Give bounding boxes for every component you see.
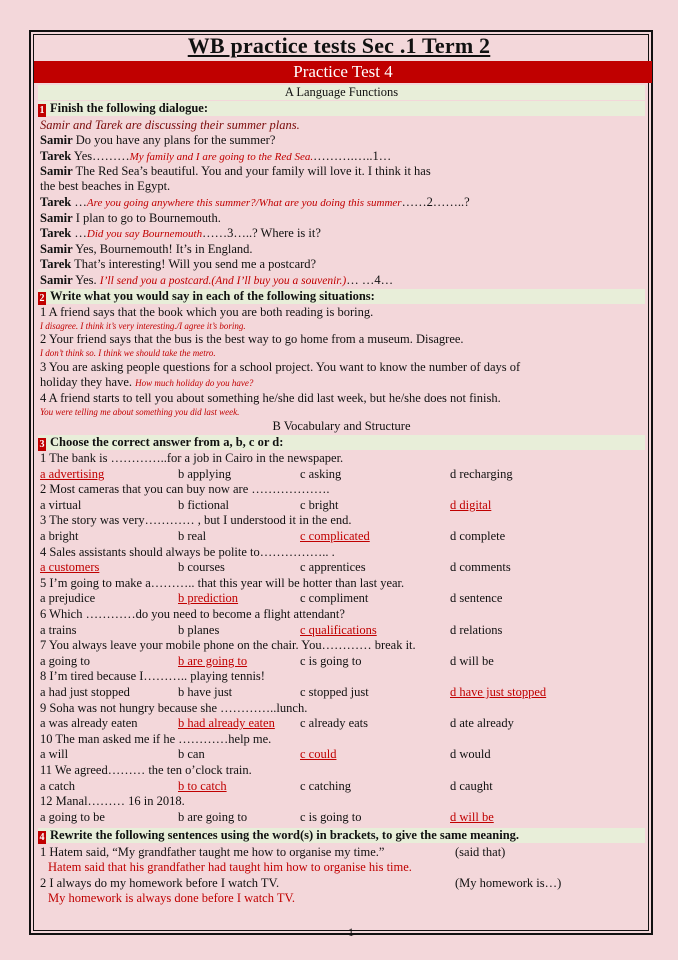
rewrite-answer: My homework is always done before I watch TV. — [48, 891, 296, 905]
speaker: Tarek — [40, 195, 72, 209]
mcq-option: d comments — [450, 560, 511, 575]
mcq-option: b planes — [178, 622, 220, 637]
mcq-option: a going to be — [40, 809, 105, 824]
mcq-question: 5 I’m going to make a……….. that this year will be hotter than last year. — [40, 575, 405, 590]
answer-text: My family and I are going to the Red Sea. — [129, 151, 314, 163]
line-text: Yes……… — [71, 149, 130, 163]
speaker: Tarek — [40, 226, 72, 240]
q2-heading-text: Write what you would say in each of the following situations: — [50, 289, 375, 303]
mcq-option: d recharging — [450, 466, 513, 481]
rewrite-answer: Hatem said that his grandfather had taught him how to organise his time. — [48, 860, 412, 874]
title-text: WB practice tests Sec .1 Term 2 — [187, 33, 491, 58]
practice-test-banner: Practice Test 4 — [34, 61, 652, 83]
mcq-option: a going to — [40, 653, 90, 668]
mcq-option-correct: c complicated — [300, 529, 370, 543]
situation-answer: I don’t think so. I think we should take the metro. — [40, 348, 216, 358]
line-text: ……3…..? Where is it? — [202, 226, 321, 240]
section-a-heading: A Language Functions — [38, 85, 645, 100]
mcq-option-correct: c could — [300, 747, 337, 762]
line-text: The Red Sea’s beautiful. You and your family will love it. I think it has — [72, 164, 431, 178]
q4-heading-text: Rewrite the following sentences using the word(s) in brackets, to give the same meaning. — [50, 828, 520, 842]
rewrite-question: 2 I always do my homework before I watch TV. — [40, 876, 280, 890]
line-text: ……….…..1… — [313, 149, 392, 163]
situation-question: 1 A friend says that the book which you are both reading is boring. — [40, 305, 374, 319]
mcq-question: 9 Soha was not hungry because she …………..lunch. — [40, 700, 308, 715]
situation-answer: I disagree. I think it’s very interesting./I agree it’s boring. — [40, 321, 246, 331]
line-text: I plan to go to Bournemouth. — [72, 211, 221, 225]
q3-heading — [38, 435, 645, 450]
mcq-option: a trains — [40, 622, 77, 637]
mcq-question: 6 Which …………do you need to become a flight attendant? — [40, 607, 345, 621]
line-text: … …4… — [346, 273, 394, 287]
mcq-question: 7 You always leave your mobile phone on the chair. You………… break it. — [40, 638, 416, 653]
mcq-option: b courses — [178, 560, 225, 575]
worksheet-title — [0, 33, 678, 59]
line-text: Yes. — [72, 273, 100, 287]
mcq-option-correct: d will be — [450, 809, 494, 824]
mcq-option: d complete — [450, 529, 506, 543]
dialogue-line — [40, 226, 321, 242]
speaker: Samir — [40, 273, 73, 287]
dialogue-line — [40, 257, 316, 272]
speaker: Samir — [40, 133, 73, 147]
mcq-option: d will be — [450, 653, 494, 668]
mcq-option: c asking — [300, 466, 342, 481]
line-text: … — [71, 195, 87, 209]
rewrite-hint: (My homework is…) — [455, 876, 562, 890]
mcq-option-correct: d digital — [450, 497, 492, 512]
q1-intro: Samir and Tarek are discussing their summer plans. — [40, 118, 300, 132]
answer-text: I’ll send you a postcard.(And I’ll buy you a souvenir.) — [99, 275, 347, 287]
mcq-option: b fictional — [178, 497, 230, 512]
mcq-option: b applying — [178, 466, 232, 481]
mcq-option: a catch — [40, 778, 76, 793]
mcq-option: c stopped just — [300, 685, 369, 699]
situation-question: 3 You are asking people questions for a school project. You want to know the number of days of — [40, 360, 521, 374]
mcq-option: b have just — [178, 685, 233, 699]
speaker: Samir — [40, 211, 73, 225]
mcq-option: a bright — [40, 529, 79, 543]
mcq-option: b can — [178, 747, 205, 762]
situation-answer: You were telling me about something you did last week. — [40, 407, 240, 417]
situation-answer: How much holiday do you have? — [135, 378, 254, 388]
line-text: Do you have any plans for the summer? — [72, 133, 276, 147]
dialogue-line — [40, 273, 393, 289]
mcq-option: c is going to — [300, 653, 362, 668]
mcq-option-correct: c qualifications — [300, 622, 377, 637]
mcq-option: c bright — [300, 497, 339, 512]
mcq-question: 8 I’m tired because I……….. playing tennis! — [40, 669, 265, 684]
mcq-question: 3 The story was very………… , but I understood it in the end. — [40, 513, 352, 528]
mcq-option: c compliment — [300, 591, 369, 606]
mcq-option: a virtual — [40, 497, 82, 512]
line-text: ……2……..? — [401, 195, 470, 209]
mcq-option: c is going to — [300, 809, 362, 824]
mcq-option: d caught — [450, 778, 493, 793]
mcq-option: c already eats — [300, 716, 369, 731]
question-text: holiday they have. — [40, 375, 132, 389]
situation-question: 4 A friend starts to tell you about something he/she did last week, but he/she does not finish. — [40, 391, 501, 405]
mcq-option-correct: b prediction — [178, 591, 239, 606]
q2-heading — [38, 289, 645, 304]
q4-heading — [38, 828, 645, 843]
mcq-option: d ate already — [450, 716, 514, 731]
speaker: Tarek — [40, 149, 72, 163]
mcq-question: 1 The bank is …………..for a job in Cairo in the newspaper. — [40, 451, 344, 465]
speaker: Samir — [40, 242, 73, 256]
mcq-option-correct: b had already eaten — [178, 716, 275, 731]
mcq-question: 11 We agreed……… the ten o’clock train. — [40, 763, 252, 777]
rewrite-question: 1 Hatem said, “My grandfather taught me how to organise my time.” — [40, 845, 385, 859]
mcq-question: 2 Most cameras that you can buy now are ………………. — [40, 482, 330, 497]
mcq-question: 10 The man asked me if he …………help me. — [40, 731, 272, 746]
dialogue-line — [40, 164, 431, 179]
mcq-option: d relations — [450, 622, 503, 637]
mcq-option: b real — [178, 529, 207, 543]
dialogue-line — [40, 242, 253, 257]
dialogue-line: the best beaches in Egypt. — [40, 179, 171, 193]
q4-number: 4 — [39, 832, 45, 843]
page-number: 1 — [348, 925, 354, 939]
dialogue-line — [40, 133, 275, 148]
mcq-option-correct: b are going to — [178, 653, 248, 668]
mcq-option: a prejudice — [40, 591, 96, 606]
mcq-option: b are going to — [178, 809, 248, 824]
q3-heading-text: Choose the correct answer from a, b, c or d: — [50, 435, 284, 449]
dialogue-line — [40, 195, 470, 211]
mcq-option-correct: a advertising — [40, 466, 105, 481]
mcq-option-correct: a customers — [40, 560, 100, 575]
q1-heading-text: Finish the following dialogue: — [50, 101, 209, 115]
mcq-question: 12 Manal……… 16 in 2018. — [40, 794, 185, 809]
dialogue-line — [40, 149, 391, 165]
q2-number: 2 — [39, 293, 45, 304]
mcq-option-correct: b to catch — [178, 778, 227, 793]
mcq-option: a will — [40, 747, 69, 762]
answer-text: Did you say Bournemouth — [86, 228, 203, 240]
q1-heading — [38, 101, 645, 116]
mcq-option: c apprentices — [300, 560, 366, 575]
answer-text: Are you going anywhere this summer?/What are you doing this summer — [86, 197, 402, 209]
q1-number: 1 — [39, 105, 45, 116]
mcq-option: d would — [450, 747, 491, 762]
speaker: Samir — [40, 164, 73, 178]
q3-number: 3 — [39, 439, 45, 450]
line-text: That’s interesting! Will you send me a postcard? — [71, 257, 317, 271]
mcq-option: d sentence — [450, 591, 503, 606]
line-text: Yes, Bournemouth! It’s in England. — [72, 242, 253, 256]
speaker: Tarek — [40, 257, 72, 271]
mcq-option: a was already eaten — [40, 716, 138, 731]
mcq-option-correct: d have just stopped — [450, 685, 547, 699]
section-b-heading: B Vocabulary and Structure — [272, 419, 411, 433]
mcq-question: 4 Sales assistants should always be polite to…………….. . — [40, 544, 335, 559]
rewrite-hint: (said that) — [455, 845, 506, 859]
situation-question: 2 Your friend says that the bus is the best way to go home from a museum. Disagree. — [40, 332, 464, 346]
mcq-option: c catching — [300, 778, 352, 793]
line-text: … — [71, 226, 87, 240]
dialogue-line — [40, 211, 221, 226]
mcq-option: a had just stopped — [40, 685, 130, 699]
situation-question-cont — [40, 375, 253, 391]
